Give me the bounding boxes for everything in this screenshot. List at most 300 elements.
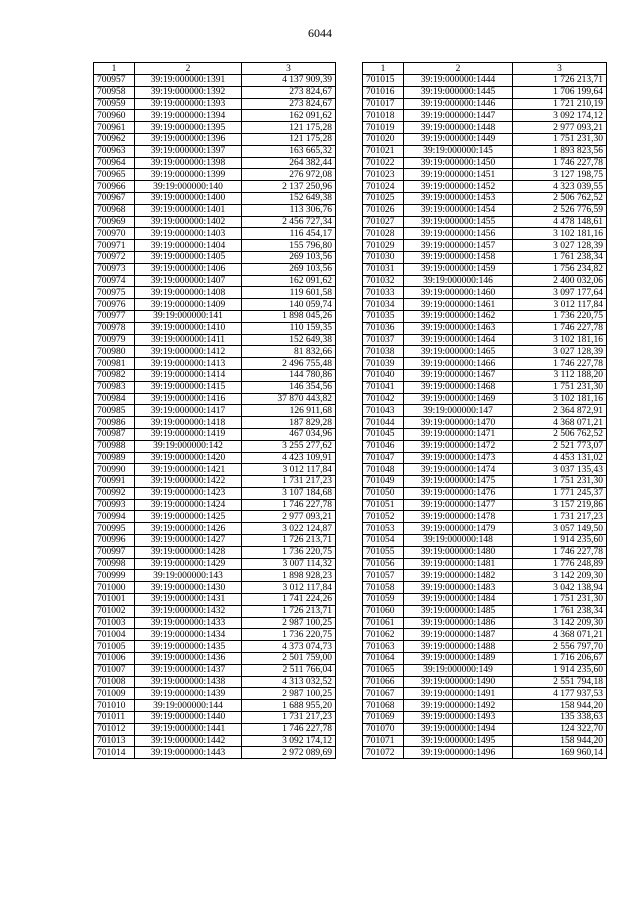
table-row (363, 570, 607, 582)
cadastral-number-cell: 39:19:000000:1414 (135, 369, 242, 381)
cadastral-number-cell: 39:19:000000:146 (404, 275, 513, 287)
cadastral-number-cell: 39:19:000000:1431 (135, 594, 242, 606)
row-number-cell: 700991 (94, 476, 135, 488)
value-cell: 121 175,28 (242, 122, 336, 134)
cadastral-number-cell: 39:19:000000:1485 (404, 605, 513, 617)
row-number-cell: 701002 (94, 605, 135, 617)
table-row (363, 216, 607, 228)
value-cell: 2 364 872,91 (513, 405, 607, 417)
row-number-cell: 700963 (94, 145, 135, 157)
cadastral-number-cell: 39:19:000000:1435 (135, 641, 242, 653)
table-row (94, 523, 336, 535)
table-row (363, 712, 607, 724)
value-cell: 1 726 213,71 (513, 75, 607, 87)
table-row (363, 476, 607, 488)
cadastral-number-cell: 39:19:000000:1424 (135, 499, 242, 511)
table-row (363, 723, 607, 735)
table-row (363, 299, 607, 311)
cadastral-number-cell: 39:19:000000:1452 (404, 181, 513, 193)
value-cell: 4 453 131,02 (513, 452, 607, 464)
cadastral-number-cell: 39:19:000000:1415 (135, 381, 242, 393)
cadastral-number-cell: 39:19:000000:1410 (135, 322, 242, 334)
table-row (94, 322, 336, 334)
cadastral-number-cell: 39:19:000000:1450 (404, 157, 513, 169)
value-cell: 2 987 100,25 (242, 688, 336, 700)
cadastral-number-cell: 39:19:000000:1475 (404, 476, 513, 488)
page-number: 6044 (308, 26, 332, 40)
row-number-cell: 701033 (363, 287, 404, 299)
value-cell: 2 551 794,18 (513, 676, 607, 688)
header-col-1: 1 (363, 63, 404, 75)
value-cell: 3 127 198,75 (513, 169, 607, 181)
value-cell: 3 057 149,50 (513, 523, 607, 535)
registry-table-right (362, 62, 607, 759)
value-cell: 3 037 135,43 (513, 464, 607, 476)
row-number-cell: 701007 (94, 664, 135, 676)
table-row (94, 86, 336, 98)
row-number-cell: 700984 (94, 393, 135, 405)
cadastral-number-cell: 39:19:000000:1489 (404, 653, 513, 665)
value-cell: 273 824,67 (242, 86, 336, 98)
row-number-cell: 701019 (363, 122, 404, 134)
table-row (363, 251, 607, 263)
value-cell: 155 796,80 (242, 240, 336, 252)
value-cell: 2 556 797,70 (513, 641, 607, 653)
cadastral-number-cell: 39:19:000000:1442 (135, 735, 242, 747)
cadastral-number-cell: 39:19:000000:1468 (404, 381, 513, 393)
cadastral-number-cell: 39:19:000000:1398 (135, 157, 242, 169)
row-number-cell: 701018 (363, 110, 404, 122)
table-row (94, 688, 336, 700)
table-row (94, 487, 336, 499)
row-number-cell: 701009 (94, 688, 135, 700)
row-number-cell: 700970 (94, 228, 135, 240)
table-row (94, 381, 336, 393)
cadastral-number-cell: 39:19:000000:1472 (404, 440, 513, 452)
cadastral-number-cell: 39:19:000000:1491 (404, 688, 513, 700)
table-row (363, 263, 607, 275)
row-number-cell: 701031 (363, 263, 404, 275)
row-number-cell: 701017 (363, 98, 404, 110)
value-cell: 152 649,38 (242, 192, 336, 204)
value-cell: 1 898 045,26 (242, 310, 336, 322)
cadastral-number-cell: 39:19:000000:1401 (135, 204, 242, 216)
row-number-cell: 700964 (94, 157, 135, 169)
row-number-cell: 700988 (94, 440, 135, 452)
table-row (94, 617, 336, 629)
value-cell: 2 972 089,69 (242, 747, 336, 759)
table-row (94, 346, 336, 358)
row-number-cell: 701034 (363, 299, 404, 311)
row-number-cell: 700999 (94, 570, 135, 582)
cadastral-number-cell: 39:19:000000:1397 (135, 145, 242, 157)
row-number-cell: 701051 (363, 499, 404, 511)
table-row (363, 617, 607, 629)
row-number-cell: 701025 (363, 192, 404, 204)
cadastral-number-cell: 39:19:000000:149 (404, 664, 513, 676)
table-row (363, 511, 607, 523)
table-row (363, 523, 607, 535)
value-cell: 3 012 117,84 (242, 464, 336, 476)
table-row (363, 145, 607, 157)
table-row (363, 664, 607, 676)
value-cell: 4 478 148,61 (513, 216, 607, 228)
table-row (94, 310, 336, 322)
value-cell: 119 601,58 (242, 287, 336, 299)
value-cell: 1 736 220,75 (242, 629, 336, 641)
cadastral-number-cell: 39:19:000000:141 (135, 310, 242, 322)
table-row (94, 464, 336, 476)
table-row (363, 735, 607, 747)
cadastral-number-cell: 39:19:000000:1471 (404, 428, 513, 440)
cadastral-number-cell: 39:19:000000:1399 (135, 169, 242, 181)
table-row (94, 664, 336, 676)
row-number-cell: 701069 (363, 712, 404, 724)
row-number-cell: 701072 (363, 747, 404, 759)
cadastral-number-cell: 39:19:000000:1476 (404, 487, 513, 499)
row-number-cell: 700996 (94, 535, 135, 547)
value-cell: 1 716 206,67 (513, 653, 607, 665)
value-cell: 162 091,62 (242, 275, 336, 287)
value-cell: 1 893 823,56 (513, 145, 607, 157)
cadastral-number-cell: 39:19:000000:1416 (135, 393, 242, 405)
cadastral-number-cell: 39:19:000000:143 (135, 570, 242, 582)
value-cell: 152 649,38 (242, 334, 336, 346)
cadastral-number-cell: 39:19:000000:1443 (135, 747, 242, 759)
table-row (94, 405, 336, 417)
row-number-cell: 701067 (363, 688, 404, 700)
value-cell: 4 313 032,52 (242, 676, 336, 688)
row-number-cell: 700989 (94, 452, 135, 464)
header-col-3: 3 (242, 63, 336, 75)
row-number-cell: 701026 (363, 204, 404, 216)
row-number-cell: 701037 (363, 334, 404, 346)
value-cell: 158 944,20 (513, 735, 607, 747)
value-cell: 81 832,66 (242, 346, 336, 358)
cadastral-number-cell: 39:19:000000:1454 (404, 204, 513, 216)
table-row (94, 535, 336, 547)
cadastral-number-cell: 39:19:000000:1462 (404, 310, 513, 322)
table-row (94, 452, 336, 464)
table-row (363, 440, 607, 452)
row-number-cell: 701065 (363, 664, 404, 676)
value-cell: 1 898 928,23 (242, 570, 336, 582)
value-cell: 3 107 184,68 (242, 487, 336, 499)
row-number-cell: 701058 (363, 582, 404, 594)
table-row (363, 322, 607, 334)
value-cell: 1 736 220,75 (513, 310, 607, 322)
value-cell: 1 756 234,82 (513, 263, 607, 275)
table-row (94, 369, 336, 381)
cadastral-number-cell: 39:19:000000:145 (404, 145, 513, 157)
table-row (94, 204, 336, 216)
row-number-cell: 701070 (363, 723, 404, 735)
table-row (363, 192, 607, 204)
value-cell: 1 706 199,64 (513, 86, 607, 98)
table-row (94, 582, 336, 594)
cadastral-number-cell: 39:19:000000:1419 (135, 428, 242, 440)
row-number-cell: 700974 (94, 275, 135, 287)
value-cell: 4 137 909,39 (242, 75, 336, 87)
table-row (94, 735, 336, 747)
cadastral-number-cell: 39:19:000000:1492 (404, 700, 513, 712)
value-cell: 3 027 128,39 (513, 240, 607, 252)
cadastral-number-cell: 39:19:000000:1478 (404, 511, 513, 523)
row-number-cell: 701027 (363, 216, 404, 228)
cadastral-number-cell: 39:19:000000:1428 (135, 546, 242, 558)
value-cell: 273 824,67 (242, 98, 336, 110)
row-number-cell: 700962 (94, 133, 135, 145)
header-col-3: 3 (513, 63, 607, 75)
row-number-cell: 701064 (363, 653, 404, 665)
cadastral-number-cell: 39:19:000000:1417 (135, 405, 242, 417)
value-cell: 162 091,62 (242, 110, 336, 122)
cadastral-number-cell: 39:19:000000:1441 (135, 723, 242, 735)
cadastral-number-cell: 39:19:000000:1474 (404, 464, 513, 476)
cadastral-number-cell: 39:19:000000:1448 (404, 122, 513, 134)
table-row (363, 582, 607, 594)
row-number-cell: 701003 (94, 617, 135, 629)
table-row (94, 240, 336, 252)
cadastral-number-cell: 39:19:000000:1447 (404, 110, 513, 122)
row-number-cell: 701059 (363, 594, 404, 606)
table-body-right (363, 63, 607, 759)
row-number-cell: 701022 (363, 157, 404, 169)
row-number-cell: 701023 (363, 169, 404, 181)
row-number-cell: 701042 (363, 393, 404, 405)
row-number-cell: 700995 (94, 523, 135, 535)
row-number-cell: 701062 (363, 629, 404, 641)
table-row (363, 700, 607, 712)
table-row (94, 629, 336, 641)
table-row (363, 417, 607, 429)
value-cell: 140 059,74 (242, 299, 336, 311)
row-number-cell: 701000 (94, 582, 135, 594)
cadastral-number-cell: 39:19:000000:1402 (135, 216, 242, 228)
cadastral-number-cell: 39:19:000000:147 (404, 405, 513, 417)
table-body-left (94, 63, 336, 759)
table-row (363, 240, 607, 252)
value-cell: 1 746 227,78 (242, 499, 336, 511)
cadastral-number-cell: 39:19:000000:1400 (135, 192, 242, 204)
value-cell: 2 526 776,59 (513, 204, 607, 216)
cadastral-number-cell: 39:19:000000:1429 (135, 558, 242, 570)
row-number-cell: 701050 (363, 487, 404, 499)
value-cell: 121 175,28 (242, 133, 336, 145)
value-cell: 1 746 227,78 (513, 358, 607, 370)
value-cell: 1 746 227,78 (513, 322, 607, 334)
cadastral-number-cell: 39:19:000000:1404 (135, 240, 242, 252)
row-number-cell: 700981 (94, 358, 135, 370)
cadastral-number-cell: 39:19:000000:1486 (404, 617, 513, 629)
row-number-cell: 701035 (363, 310, 404, 322)
value-cell: 1 731 217,23 (242, 712, 336, 724)
value-cell: 2 456 727,34 (242, 216, 336, 228)
value-cell: 1 914 235,60 (513, 664, 607, 676)
table-row (94, 511, 336, 523)
table-header-row (363, 63, 607, 75)
cadastral-number-cell: 39:19:000000:1467 (404, 369, 513, 381)
value-cell: 3 092 174,12 (242, 735, 336, 747)
row-number-cell: 701012 (94, 723, 135, 735)
row-number-cell: 701020 (363, 133, 404, 145)
value-cell: 169 960,14 (513, 747, 607, 759)
value-cell: 2 977 093,21 (242, 511, 336, 523)
cadastral-number-cell: 39:19:000000:1405 (135, 251, 242, 263)
value-cell: 4 177 937,53 (513, 688, 607, 700)
row-number-cell: 700975 (94, 287, 135, 299)
cadastral-number-cell: 39:19:000000:1490 (404, 676, 513, 688)
table-row (94, 712, 336, 724)
row-number-cell: 701030 (363, 251, 404, 263)
cadastral-number-cell: 39:19:000000:1480 (404, 546, 513, 558)
table-row (94, 546, 336, 558)
value-cell: 4 368 071,21 (513, 629, 607, 641)
value-cell: 144 780,86 (242, 369, 336, 381)
row-number-cell: 701013 (94, 735, 135, 747)
table-row (94, 747, 336, 759)
value-cell: 2 506 762,52 (513, 192, 607, 204)
row-number-cell: 700987 (94, 428, 135, 440)
row-number-cell: 700972 (94, 251, 135, 263)
cadastral-number-cell: 39:19:000000:1446 (404, 98, 513, 110)
cadastral-number-cell: 39:19:000000:1394 (135, 110, 242, 122)
cadastral-number-cell: 39:19:000000:1469 (404, 393, 513, 405)
header-col-1: 1 (94, 63, 135, 75)
value-cell: 2 400 032,06 (513, 275, 607, 287)
cadastral-number-cell: 39:19:000000:1425 (135, 511, 242, 523)
cadastral-number-cell: 39:19:000000:1451 (404, 169, 513, 181)
value-cell: 1 741 224,26 (242, 594, 336, 606)
value-cell: 1 914 235,60 (513, 535, 607, 547)
value-cell: 2 521 773,07 (513, 440, 607, 452)
value-cell: 1 746 227,78 (242, 723, 336, 735)
table-row (94, 605, 336, 617)
row-number-cell: 701060 (363, 605, 404, 617)
table-row (94, 157, 336, 169)
cadastral-number-cell: 39:19:000000:1473 (404, 452, 513, 464)
table-row (363, 558, 607, 570)
value-cell: 3 142 209,30 (513, 617, 607, 629)
cadastral-number-cell: 39:19:000000:1459 (404, 263, 513, 275)
cadastral-number-cell: 39:19:000000:1496 (404, 747, 513, 759)
row-number-cell: 701046 (363, 440, 404, 452)
table-row (94, 251, 336, 263)
cadastral-number-cell: 39:19:000000:1406 (135, 263, 242, 275)
table-row (363, 428, 607, 440)
table-row (94, 594, 336, 606)
value-cell: 264 382,44 (242, 157, 336, 169)
cadastral-number-cell: 39:19:000000:1494 (404, 723, 513, 735)
table-row (94, 570, 336, 582)
value-cell: 276 972,08 (242, 169, 336, 181)
table-row (94, 476, 336, 488)
cadastral-number-cell: 39:19:000000:1455 (404, 216, 513, 228)
value-cell: 1 751 231,30 (513, 476, 607, 488)
row-number-cell: 701063 (363, 641, 404, 653)
cadastral-number-cell: 39:19:000000:1483 (404, 582, 513, 594)
cadastral-number-cell: 39:19:000000:1466 (404, 358, 513, 370)
table-row (363, 653, 607, 665)
row-number-cell: 701032 (363, 275, 404, 287)
row-number-cell: 701054 (363, 535, 404, 547)
cadastral-number-cell: 39:19:000000:1456 (404, 228, 513, 240)
cadastral-number-cell: 39:19:000000:1420 (135, 452, 242, 464)
table-row (363, 133, 607, 145)
row-number-cell: 701055 (363, 546, 404, 558)
cadastral-number-cell: 39:19:000000:1488 (404, 641, 513, 653)
row-number-cell: 701056 (363, 558, 404, 570)
value-cell: 4 373 074,73 (242, 641, 336, 653)
cadastral-number-cell: 39:19:000000:1453 (404, 192, 513, 204)
table-row (363, 629, 607, 641)
row-number-cell: 700958 (94, 86, 135, 98)
row-number-cell: 701001 (94, 594, 135, 606)
table-row (363, 287, 607, 299)
table-row (363, 346, 607, 358)
table-row (94, 723, 336, 735)
table-row (94, 700, 336, 712)
row-number-cell: 700961 (94, 122, 135, 134)
row-number-cell: 701057 (363, 570, 404, 582)
row-number-cell: 701029 (363, 240, 404, 252)
cadastral-number-cell: 39:19:000000:1482 (404, 570, 513, 582)
cadastral-number-cell: 39:19:000000:1438 (135, 676, 242, 688)
header-col-2: 2 (404, 63, 513, 75)
value-cell: 3 112 188,20 (513, 369, 607, 381)
table-row (363, 605, 607, 617)
value-cell: 1 736 220,75 (242, 546, 336, 558)
cadastral-number-cell: 39:19:000000:1391 (135, 75, 242, 87)
cadastral-number-cell: 39:19:000000:1430 (135, 582, 242, 594)
row-number-cell: 700997 (94, 546, 135, 558)
table-row (363, 334, 607, 346)
value-cell: 1 776 248,89 (513, 558, 607, 570)
value-cell: 1 746 227,78 (513, 157, 607, 169)
cadastral-number-cell: 39:19:000000:144 (135, 700, 242, 712)
value-cell: 2 137 250,96 (242, 181, 336, 193)
value-cell: 3 012 117,84 (242, 582, 336, 594)
value-cell: 1 751 231,30 (513, 381, 607, 393)
row-number-cell: 701016 (363, 86, 404, 98)
cadastral-number-cell: 39:19:000000:1464 (404, 334, 513, 346)
table-row (363, 487, 607, 499)
table-row (363, 228, 607, 240)
value-cell: 467 034,96 (242, 428, 336, 440)
value-cell: 4 368 071,21 (513, 417, 607, 429)
cadastral-number-cell: 39:19:000000:148 (404, 535, 513, 547)
table-row (363, 405, 607, 417)
cadastral-number-cell: 39:19:000000:142 (135, 440, 242, 452)
row-number-cell: 700979 (94, 334, 135, 346)
row-number-cell: 700993 (94, 499, 135, 511)
cadastral-number-cell: 39:19:000000:1470 (404, 417, 513, 429)
table-row (363, 75, 607, 87)
row-number-cell: 701036 (363, 322, 404, 334)
row-number-cell: 701052 (363, 511, 404, 523)
row-number-cell: 700965 (94, 169, 135, 181)
cadastral-number-cell: 39:19:000000:1421 (135, 464, 242, 476)
cadastral-number-cell: 39:19:000000:1461 (404, 299, 513, 311)
value-cell: 1 731 217,23 (242, 476, 336, 488)
value-cell: 37 870 443,82 (242, 393, 336, 405)
row-number-cell: 700977 (94, 310, 135, 322)
cadastral-number-cell: 39:19:000000:1493 (404, 712, 513, 724)
row-number-cell: 701008 (94, 676, 135, 688)
value-cell: 126 911,68 (242, 405, 336, 417)
table-row (94, 676, 336, 688)
table-row (363, 747, 607, 759)
